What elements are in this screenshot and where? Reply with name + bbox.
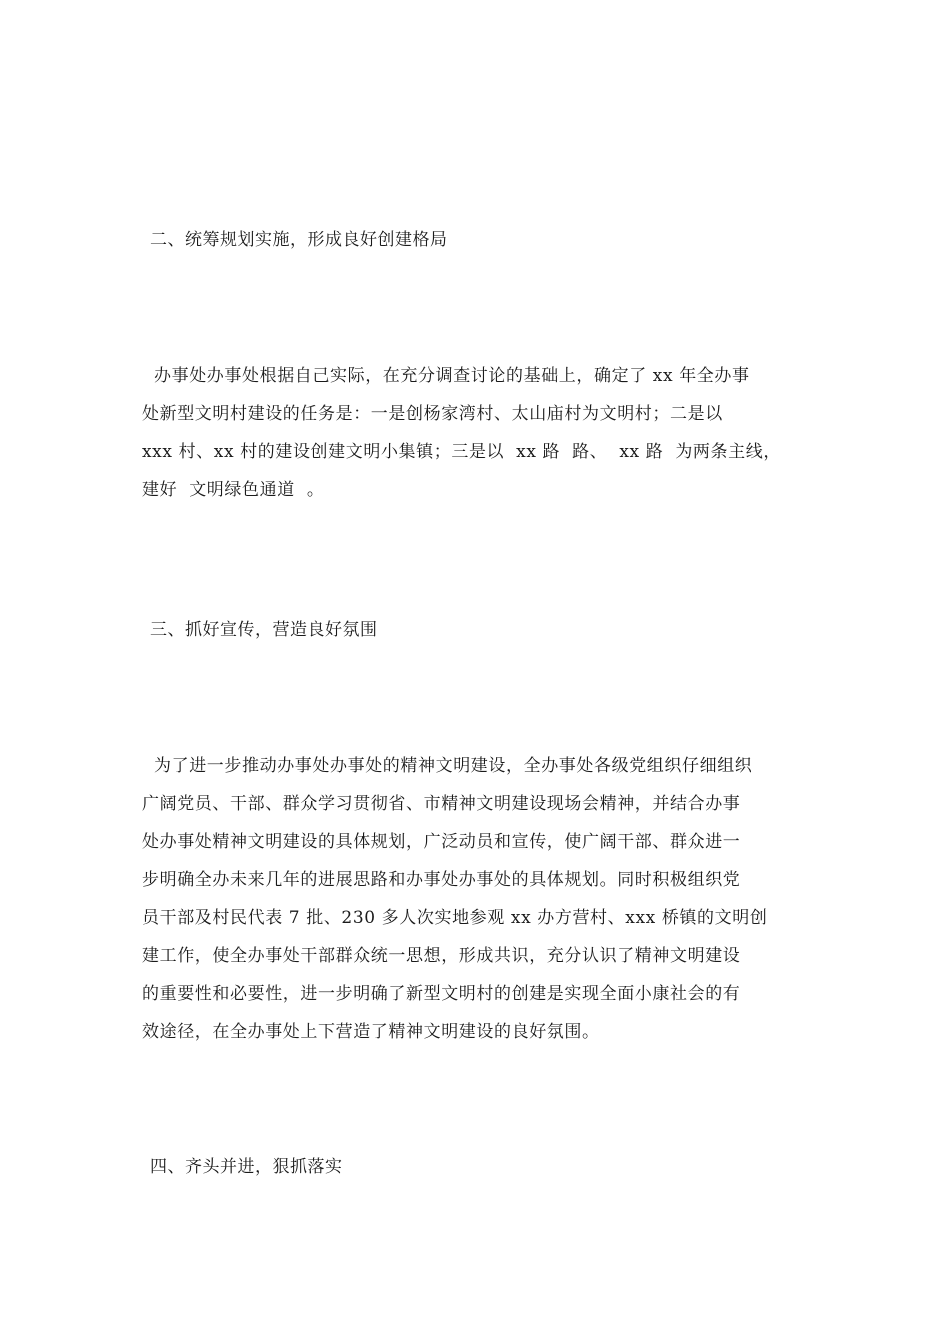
paragraph-line: xxx 村、xx 村的建设创建文明小集镇；三是以 xx 路 路、 xx 路 为两条主线， (142, 442, 781, 462)
paragraph-line: 处新型文明村建设的任务是：一是创杨家湾村、太山庙村为文明村；二是以 (142, 404, 723, 424)
paragraph-line: 为了进一步推动办事处办事处的精神文明建设，全办事处各级党组织仔细组织 (142, 756, 753, 776)
paragraph-line: 处办事处精神文明建设的具体规划，广泛动员和宣传，使广阔干部、群众进一 (142, 832, 741, 852)
section-heading-3: 三、抓好宣传，营造良好氛围 (150, 620, 378, 640)
paragraph-line: 的重要性和必要性，进一步明确了新型文明村的创建是实现全面小康社会的有 (142, 984, 741, 1004)
paragraph-line: 效途径，在全办事处上下营造了精神文明建设的良好氛围。 (142, 1022, 600, 1042)
paragraph-planning (142, 357, 812, 509)
paragraph-line: 建工作，使全办事处干部群众统一思想，形成共识，充分认识了精神文明建设 (142, 946, 741, 966)
paragraph-line: 建好 文明绿色通道 。 (142, 480, 325, 500)
paragraph-line: 广阔党员、干部、群众学习贯彻省、市精神文明建设现场会精神，并结合办事 (142, 794, 741, 814)
paragraph-publicity (142, 747, 812, 1051)
section-heading-4: 四、齐头并进，狠抓落实 (150, 1157, 343, 1177)
section-heading-2: 二、统筹规划实施，形成良好创建格局 (150, 230, 448, 250)
paragraph-line: 员干部及村民代表 7 批、230 多人次实地参观 xx 办方营村、xxx 桥镇的文明创 (142, 908, 768, 928)
paragraph-line: 办事处办事处根据自己实际，在充分调查讨论的基础上，确定了 xx 年全办事 (142, 366, 750, 386)
paragraph-line: 步明确全办未来几年的进展思路和办事处办事处的具体规划。同时积极组织党 (142, 870, 741, 890)
